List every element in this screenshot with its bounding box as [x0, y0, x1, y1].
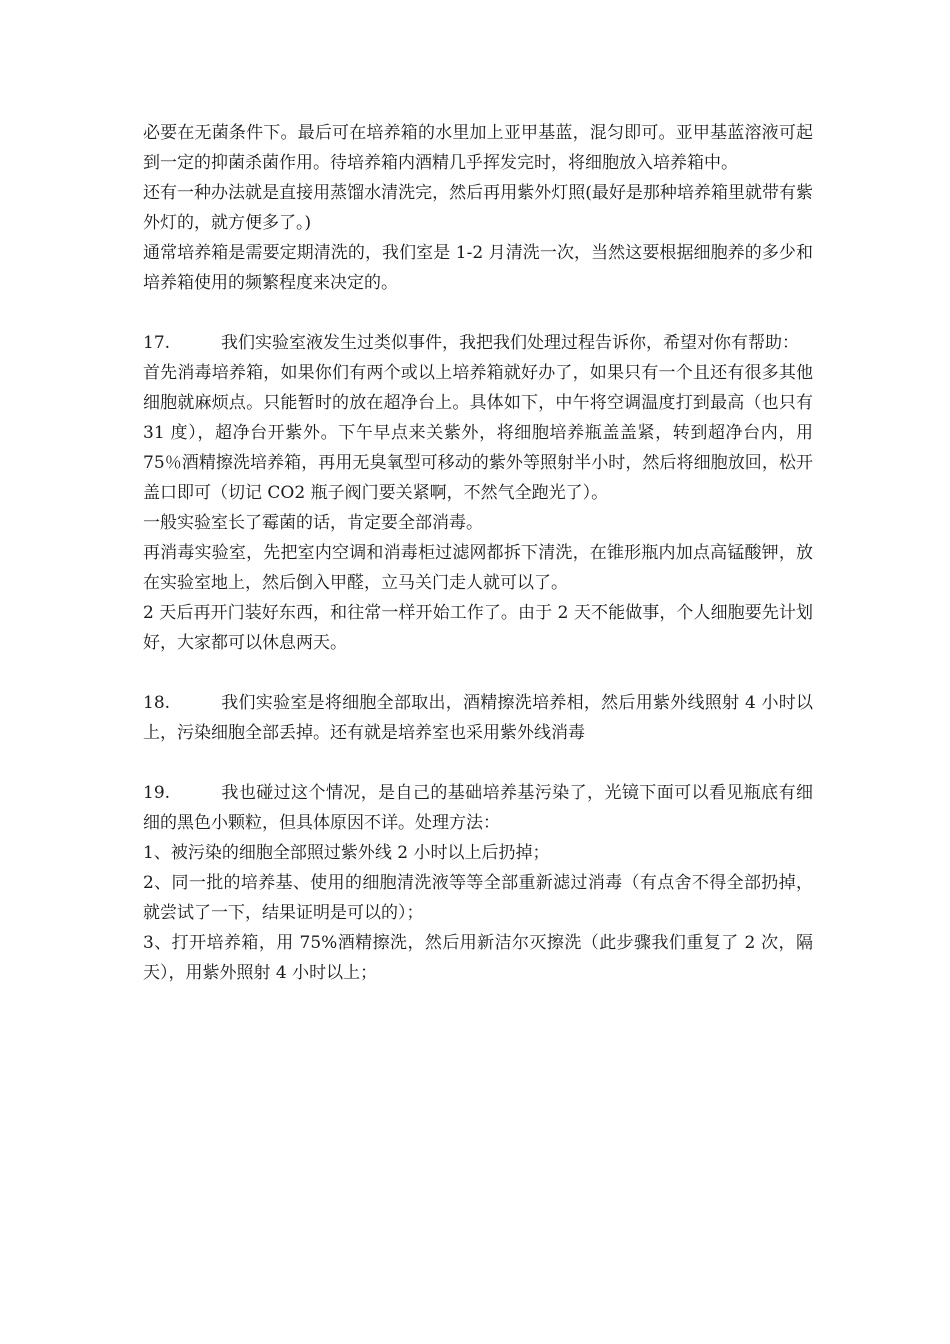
paragraph: 一般实验室长了霉菌的话，肯定要全部消毒。 — [143, 513, 483, 533]
item-19-intro — [143, 778, 813, 838]
paragraph-gap — [143, 298, 813, 328]
list-item: 3、打开培养箱，用 75%酒精擦洗，然后用新洁尔灭擦洗（此步骤我们重复了 2 次，隔天），用紫外照射 4 小时以上； — [143, 933, 813, 983]
paragraph: 必要在无菌条件下。最后可在培养箱的水里加上亚甲基蓝，混匀即可。亚甲基蓝溶液可起到一定的抑菌杀菌作用。待培养箱内酒精几乎挥发完时，将细胞放入培养箱中。 — [143, 123, 813, 173]
list-item: 1、被污染的细胞全部照过紫外线 2 小时以上后扔掉； — [143, 843, 550, 863]
item-18-intro — [143, 688, 813, 748]
paragraph: 首先消毒培养箱，如果你们有两个或以上培养箱就好办了，如果只有一个且还有很多其他细胞就麻烦点。只能暂时的放在超净台上。具体如下，中午将空调温度打到最高（也只有 31 度），超净台开紫外。下午早点来关紫外，将细胞培养瓶盖盖紧，转到超净台内，用 75％酒精擦洗培养箱，再用无臭氧型可移动的紫外等照射半小时，然后将细胞放回，松开盖口即可（切记 CO2 瓶子阀门要关紧啊，不然气全跑光了）。 — [143, 363, 813, 503]
paragraph: 通常培养箱是需要定期清洗的，我们室是 1-2 月清洗一次，当然这要根据细胞养的多少和培养箱使用的频繁程度来决定的。 — [143, 243, 813, 293]
list-item: 2、同一批的培养基、使用的细胞清洗液等等全部重新滤过消毒（有点舍不得全部扔掉，就尝试了一下，结果证明是可以的）； — [143, 873, 813, 923]
paragraph-text: 我也碰过这个情况，是自己的基础培养基污染了，光镜下面可以看见瓶底有细细的黑色小颗粒，但具体原因不详。处理方法： — [143, 783, 813, 833]
paragraph-gap — [143, 658, 813, 688]
item-number: 17. — [143, 333, 171, 353]
item-number: 18. — [143, 693, 171, 713]
paragraph-text: 我们实验室是将细胞全部取出，酒精擦洗培养相，然后用紫外线照射 4 小时以上，污染细胞全部丢掉。还有就是培养室也采用紫外线消毒 — [143, 693, 813, 743]
paragraph: 还有一种办法就是直接用蒸馏水清洗完，然后再用紫外灯照(最好是那种培养箱里就带有紫外灯的，就方便多了。) — [143, 183, 813, 233]
item-17-intro — [143, 328, 813, 358]
document-body — [143, 118, 813, 988]
paragraph-gap — [143, 748, 813, 778]
paragraph-text: 我们实验室液发生过类似事件，我把我们处理过程告诉你，希望对你有帮助： — [221, 333, 799, 353]
paragraph: 2 天后再开门装好东西，和往常一样开始工作了。由于 2 天不能做事，个人细胞要先计划好，大家都可以休息两天。 — [143, 603, 813, 653]
item-number: 19. — [143, 783, 171, 803]
paragraph: 再消毒实验室，先把室内空调和消毒柜过滤网都拆下清洗，在锥形瓶内加点高锰酸钾，放在实验室地上，然后倒入甲醛，立马关门走人就可以了。 — [143, 543, 813, 593]
